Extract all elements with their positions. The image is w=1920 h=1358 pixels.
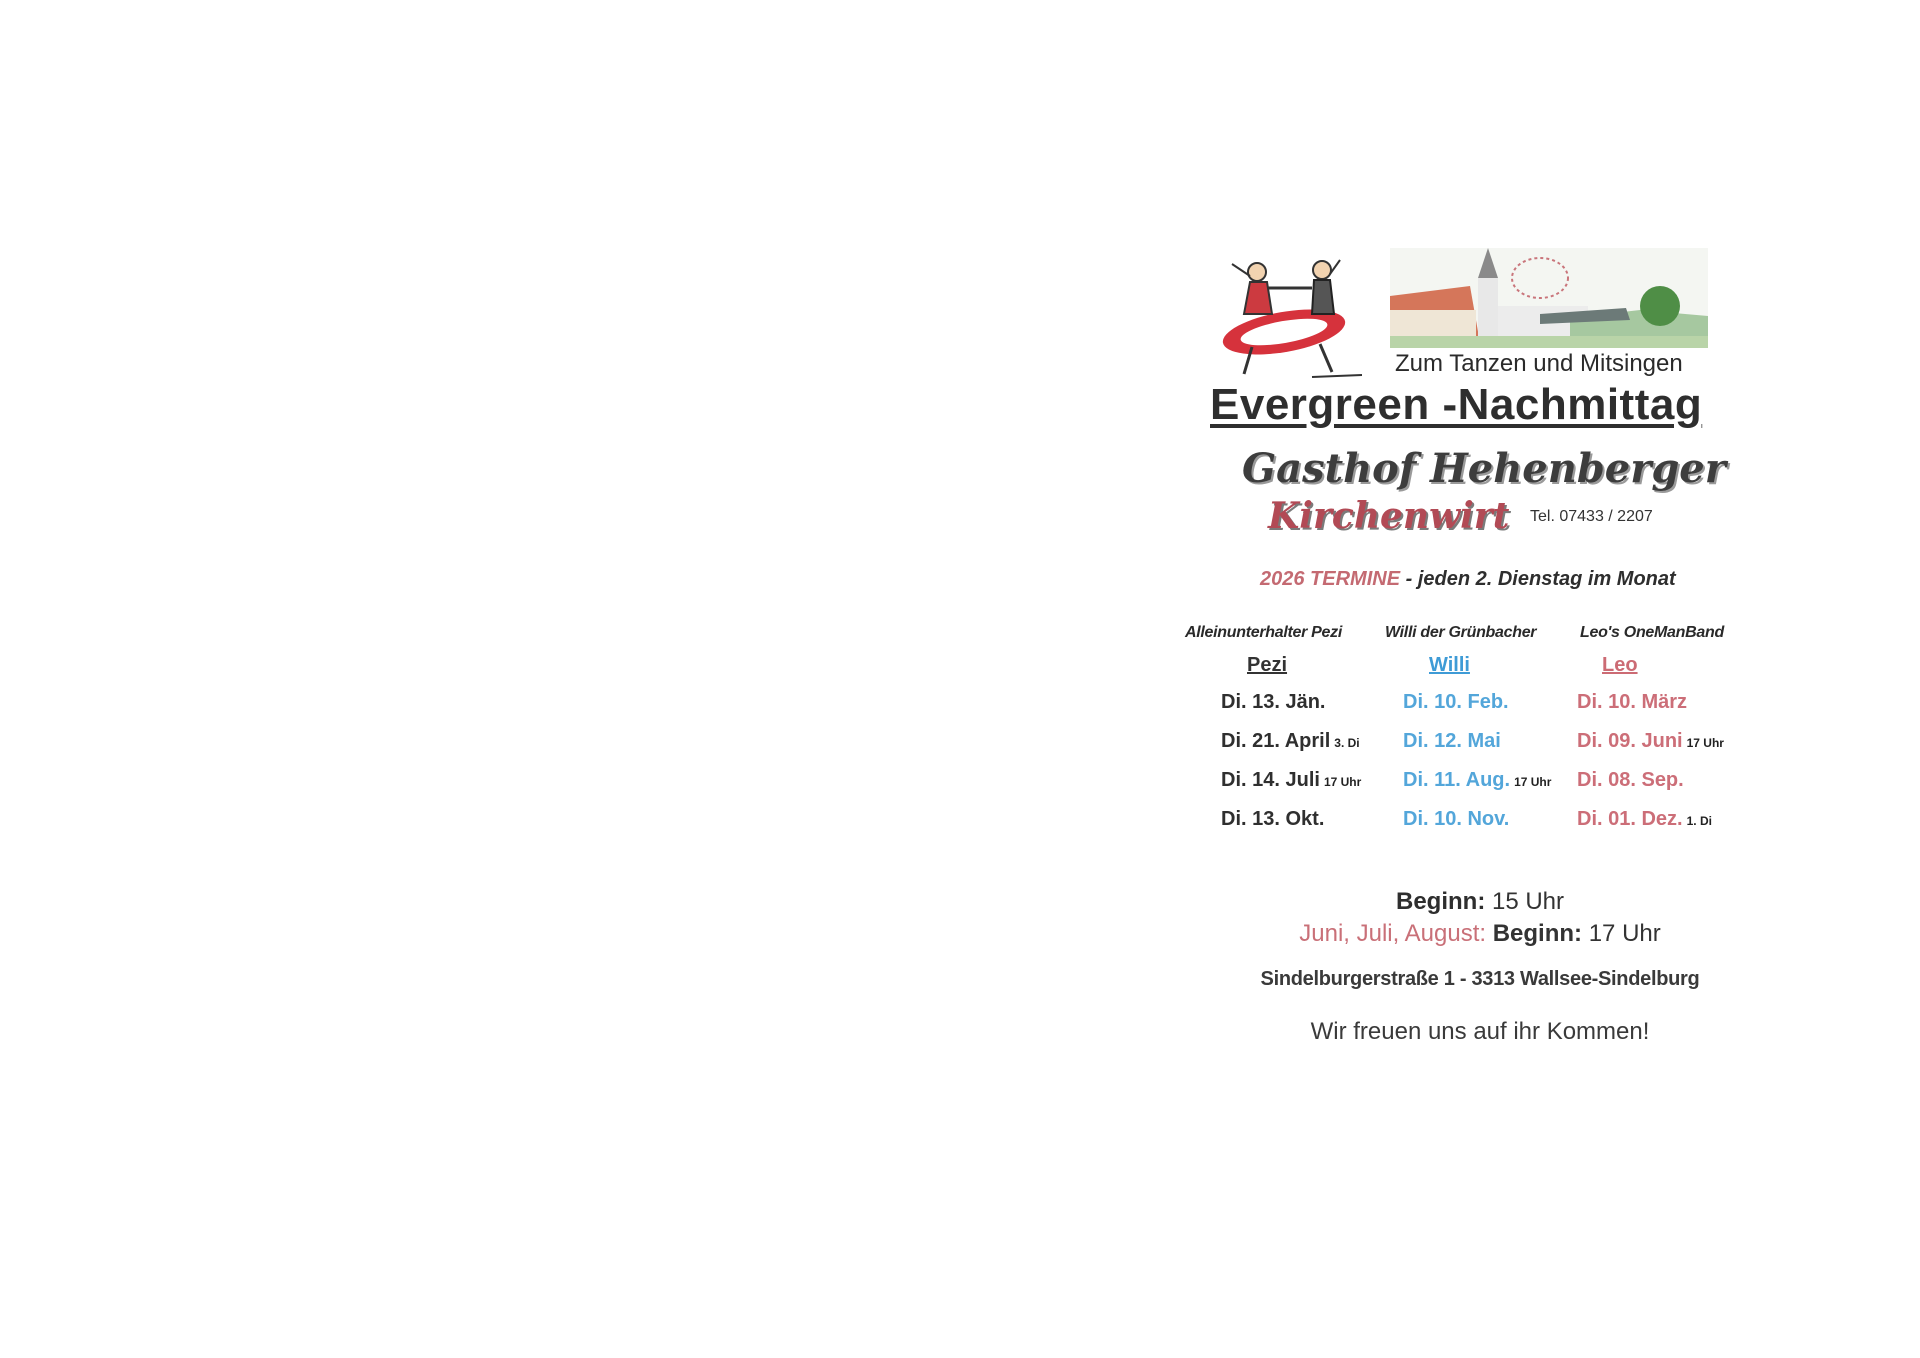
artist-short-name: Pezi (1247, 654, 1288, 676)
artist-header: Willi der Grünbacher (1385, 624, 1537, 641)
date-text: Di. 10. Nov. (1403, 808, 1510, 830)
date-text: Di. 14. Juli (1221, 769, 1320, 791)
date-list (1577, 683, 1724, 839)
date-text: Di. 21. April (1221, 730, 1331, 752)
venue-subname: Kirchenwirt (1268, 495, 1510, 537)
date-item (1577, 761, 1724, 800)
schedule-year: 2026 TERMINE (1260, 568, 1401, 590)
date-text: Di. 13. Jän. (1221, 691, 1326, 713)
date-text: Di. 08. Sep. (1577, 769, 1684, 791)
schedule-heading (1260, 568, 1676, 591)
dancing-couple-illustration (1212, 252, 1362, 382)
date-item (1221, 800, 1361, 839)
start-time-value: 15 Uhr (1485, 888, 1565, 915)
date-text: Di. 01. Dez. (1577, 808, 1683, 830)
artist-short-name: Leo (1602, 654, 1638, 676)
date-text: Di. 13. Okt. (1221, 808, 1325, 830)
artist-header: Alleinunterhalter Pezi (1185, 624, 1342, 641)
date-item (1221, 761, 1361, 800)
date-item (1221, 683, 1361, 722)
artist-short-name: Willi (1429, 654, 1470, 676)
artist-header: Leo's OneManBand (1580, 624, 1724, 641)
summer-start-time (1180, 920, 1780, 948)
summer-months: Juni, Juli, August: (1299, 920, 1487, 947)
date-item (1577, 800, 1724, 839)
date-text: Di. 10. März (1577, 691, 1688, 713)
date-text: Di. 12. Mai (1403, 730, 1501, 752)
date-list (1403, 683, 1551, 839)
date-list (1221, 683, 1361, 839)
artist-column-pezi (1185, 624, 1361, 839)
date-text: Di. 10. Feb. (1403, 691, 1509, 713)
date-text: Di. 09. Juni (1577, 730, 1683, 752)
date-note: 17 Uhr (1514, 775, 1552, 789)
date-item (1221, 722, 1361, 761)
date-item (1403, 722, 1551, 761)
closing-line: Wir freuen uns auf ihr Kommen! (1310, 1018, 1650, 1045)
date-text: Di. 11. Aug. (1403, 769, 1511, 791)
date-item (1403, 683, 1551, 722)
date-item (1577, 722, 1724, 761)
date-item (1577, 683, 1724, 722)
schedule-rule: - jeden 2. Dienstag im Monat (1400, 568, 1676, 590)
date-note: 3. Di (1334, 736, 1360, 750)
summer-start-value: 17 Uhr (1582, 920, 1661, 947)
church-inn-photo (1390, 248, 1708, 348)
start-time (1180, 888, 1780, 916)
venue-name: Gasthof Hehenberger (1242, 445, 1726, 492)
venue-phone: Tel. 07433 / 2207 (1530, 508, 1653, 525)
venue-address: Sindelburgerstraße 1 - 3313 Wallsee-Sindelburg (1260, 968, 1700, 990)
date-item (1403, 800, 1551, 839)
date-note: 17 Uhr (1323, 775, 1362, 789)
flyer-subtitle: Zum Tanzen und Mitsingen (1395, 350, 1683, 377)
start-time-label: Beginn: (1395, 888, 1486, 915)
flyer-headline: Evergreen -Nachmittag (1210, 380, 1703, 429)
date-item (1403, 761, 1551, 800)
artist-column-willi (1385, 624, 1551, 839)
date-note: 17 Uhr (1686, 736, 1724, 750)
artist-column-leo (1577, 624, 1724, 839)
date-note: 1. Di (1686, 814, 1712, 828)
summer-start-label: Beginn: (1486, 920, 1583, 947)
event-flyer (1180, 240, 1780, 1060)
